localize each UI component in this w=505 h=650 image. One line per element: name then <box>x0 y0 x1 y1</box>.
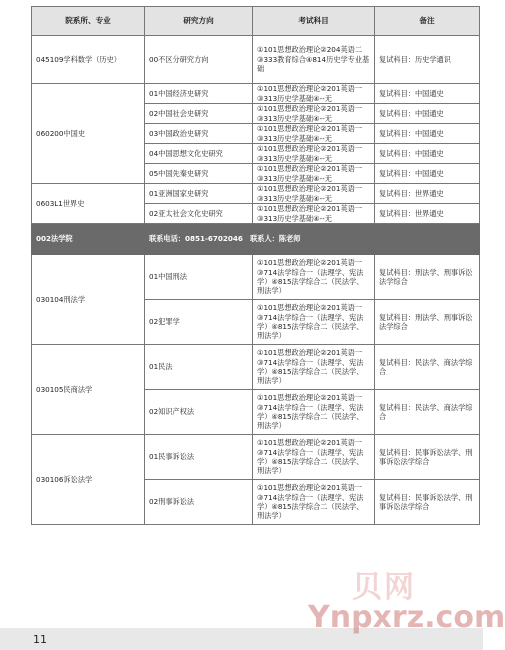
subjects-cell: ①101思想政治理论②201英语一③714法学综合一（法理学、宪法学）④815法学综合二（民法学、刑法学） <box>253 255 375 300</box>
table-row <box>32 36 480 84</box>
major-cell: 060200中国史 <box>32 84 145 184</box>
note-cell: 复试科目：世界通史 <box>375 184 480 204</box>
note-cell: 复试科目：民法学、商法学综合 <box>375 345 480 390</box>
note-cell: 复试科目：中国通史 <box>375 144 480 164</box>
page-number: 11 <box>33 633 47 646</box>
header-notes: 备注 <box>375 7 480 36</box>
subjects-cell: ①101思想政治理论②201英语一③714法学综合一（法理学、宪法学）④815法学综合二（民法学、刑法学） <box>253 435 375 480</box>
section-header-row <box>32 224 480 255</box>
direction-cell: 01民事诉讼法 <box>145 435 253 480</box>
direction-cell: 01中国经济史研究 <box>145 84 253 104</box>
direction-cell: 01中国刑法 <box>145 255 253 300</box>
major-cell: 0603L1世界史 <box>32 184 145 224</box>
table-row <box>32 184 480 204</box>
note-cell: 复试科目：中国通史 <box>375 84 480 104</box>
subjects-cell: ①101思想政治理论②201英语一③714法学综合一（法理学、宪法学）④815法学综合二（民法学、刑法学） <box>253 390 375 435</box>
major-cell: 030104刑法学 <box>32 255 145 345</box>
table-row <box>32 345 480 390</box>
table-header-row <box>32 7 480 36</box>
subjects-cell: ①101思想政治理论②201英语一③714法学综合一（法理学、宪法学）④815法学综合二（民法学、刑法学） <box>253 300 375 345</box>
subjects-cell: ①101思想政治理论②201英语一③313历史学基础④--无 <box>253 124 375 144</box>
subjects-cell: ①101思想政治理论②201英语一③313历史学基础④--无 <box>253 204 375 224</box>
direction-cell: 05中国先秦史研究 <box>145 164 253 184</box>
direction-cell: 04中国思想文化史研究 <box>145 144 253 164</box>
direction-cell: 02刑事诉讼法 <box>145 480 253 525</box>
subjects-cell: ①101思想政治理论②201英语一③313历史学基础④--无 <box>253 144 375 164</box>
header-major: 院系所、专业 <box>32 7 145 36</box>
admissions-catalog-table <box>31 6 480 525</box>
note-cell: 复试科目：刑法学、刑事诉讼法学综合 <box>375 255 480 300</box>
subjects-cell: ①101思想政治理论②201英语一③313历史学基础④--无 <box>253 84 375 104</box>
note-cell: 复试科目：民事诉讼法学、刑事诉讼法学综合 <box>375 480 480 525</box>
note-cell: 复试科目：民法学、商法学综合 <box>375 390 480 435</box>
subjects-cell: ①101思想政治理论②201英语一③714法学综合一（法理学、宪法学）④815法学综合二（民法学、刑法学） <box>253 345 375 390</box>
section-contact: 联系电话：0851-6702046 联系人：陈老师 <box>145 224 480 255</box>
table-row <box>32 255 480 300</box>
direction-cell: 01民法 <box>145 345 253 390</box>
note-cell: 复试科目：刑法学、刑事诉讼法学综合 <box>375 300 480 345</box>
table-row <box>32 84 480 104</box>
subjects-cell: ①101思想政治理论②201英语一③714法学综合一（法理学、宪法学）④815法学综合二（民法学、刑法学） <box>253 480 375 525</box>
watermark-logo-text: 贝网 <box>352 570 416 605</box>
subjects-cell: ①101思想政治理论②201英语一③313历史学基础④--无 <box>253 164 375 184</box>
header-subjects: 考试科目 <box>253 7 375 36</box>
note-cell: 复试科目：中国通史 <box>375 104 480 124</box>
direction-cell: 02犯罪学 <box>145 300 253 345</box>
direction-cell: 03中国政治史研究 <box>145 124 253 144</box>
section-name: 002法学院 <box>32 224 145 255</box>
note-cell: 复试科目：民事诉讼法学、刑事诉讼法学综合 <box>375 435 480 480</box>
table-row <box>32 435 480 480</box>
direction-cell: 02知识产权法 <box>145 390 253 435</box>
direction-cell: 01亚洲国家史研究 <box>145 184 253 204</box>
note-cell: 复试科目：中国通史 <box>375 164 480 184</box>
note-cell: 复试科目：历史学通识 <box>375 36 480 84</box>
direction-cell: 02亚太社会文化史研究 <box>145 204 253 224</box>
subjects-cell: ①101思想政治理论②201英语一③313历史学基础④--无 <box>253 104 375 124</box>
note-cell: 复试科目：世界通史 <box>375 204 480 224</box>
direction-cell: 00不区分研究方向 <box>145 36 253 84</box>
page-footer-strip <box>0 628 483 650</box>
watermark-url-text: Ynpxrz.com <box>308 600 505 635</box>
subjects-cell: ①101思想政治理论②201英语一③313历史学基础④--无 <box>253 184 375 204</box>
major-cell: 030105民商法学 <box>32 345 145 435</box>
major-cell: 045109学科数学（历史） <box>32 36 145 84</box>
major-cell: 030106诉讼法学 <box>32 435 145 525</box>
header-direction: 研究方向 <box>145 7 253 36</box>
subjects-cell: ①101思想政治理论②204英语二③333教育综合④814历史学专业基础 <box>253 36 375 84</box>
note-cell: 复试科目：中国通史 <box>375 124 480 144</box>
direction-cell: 02中国社会史研究 <box>145 104 253 124</box>
